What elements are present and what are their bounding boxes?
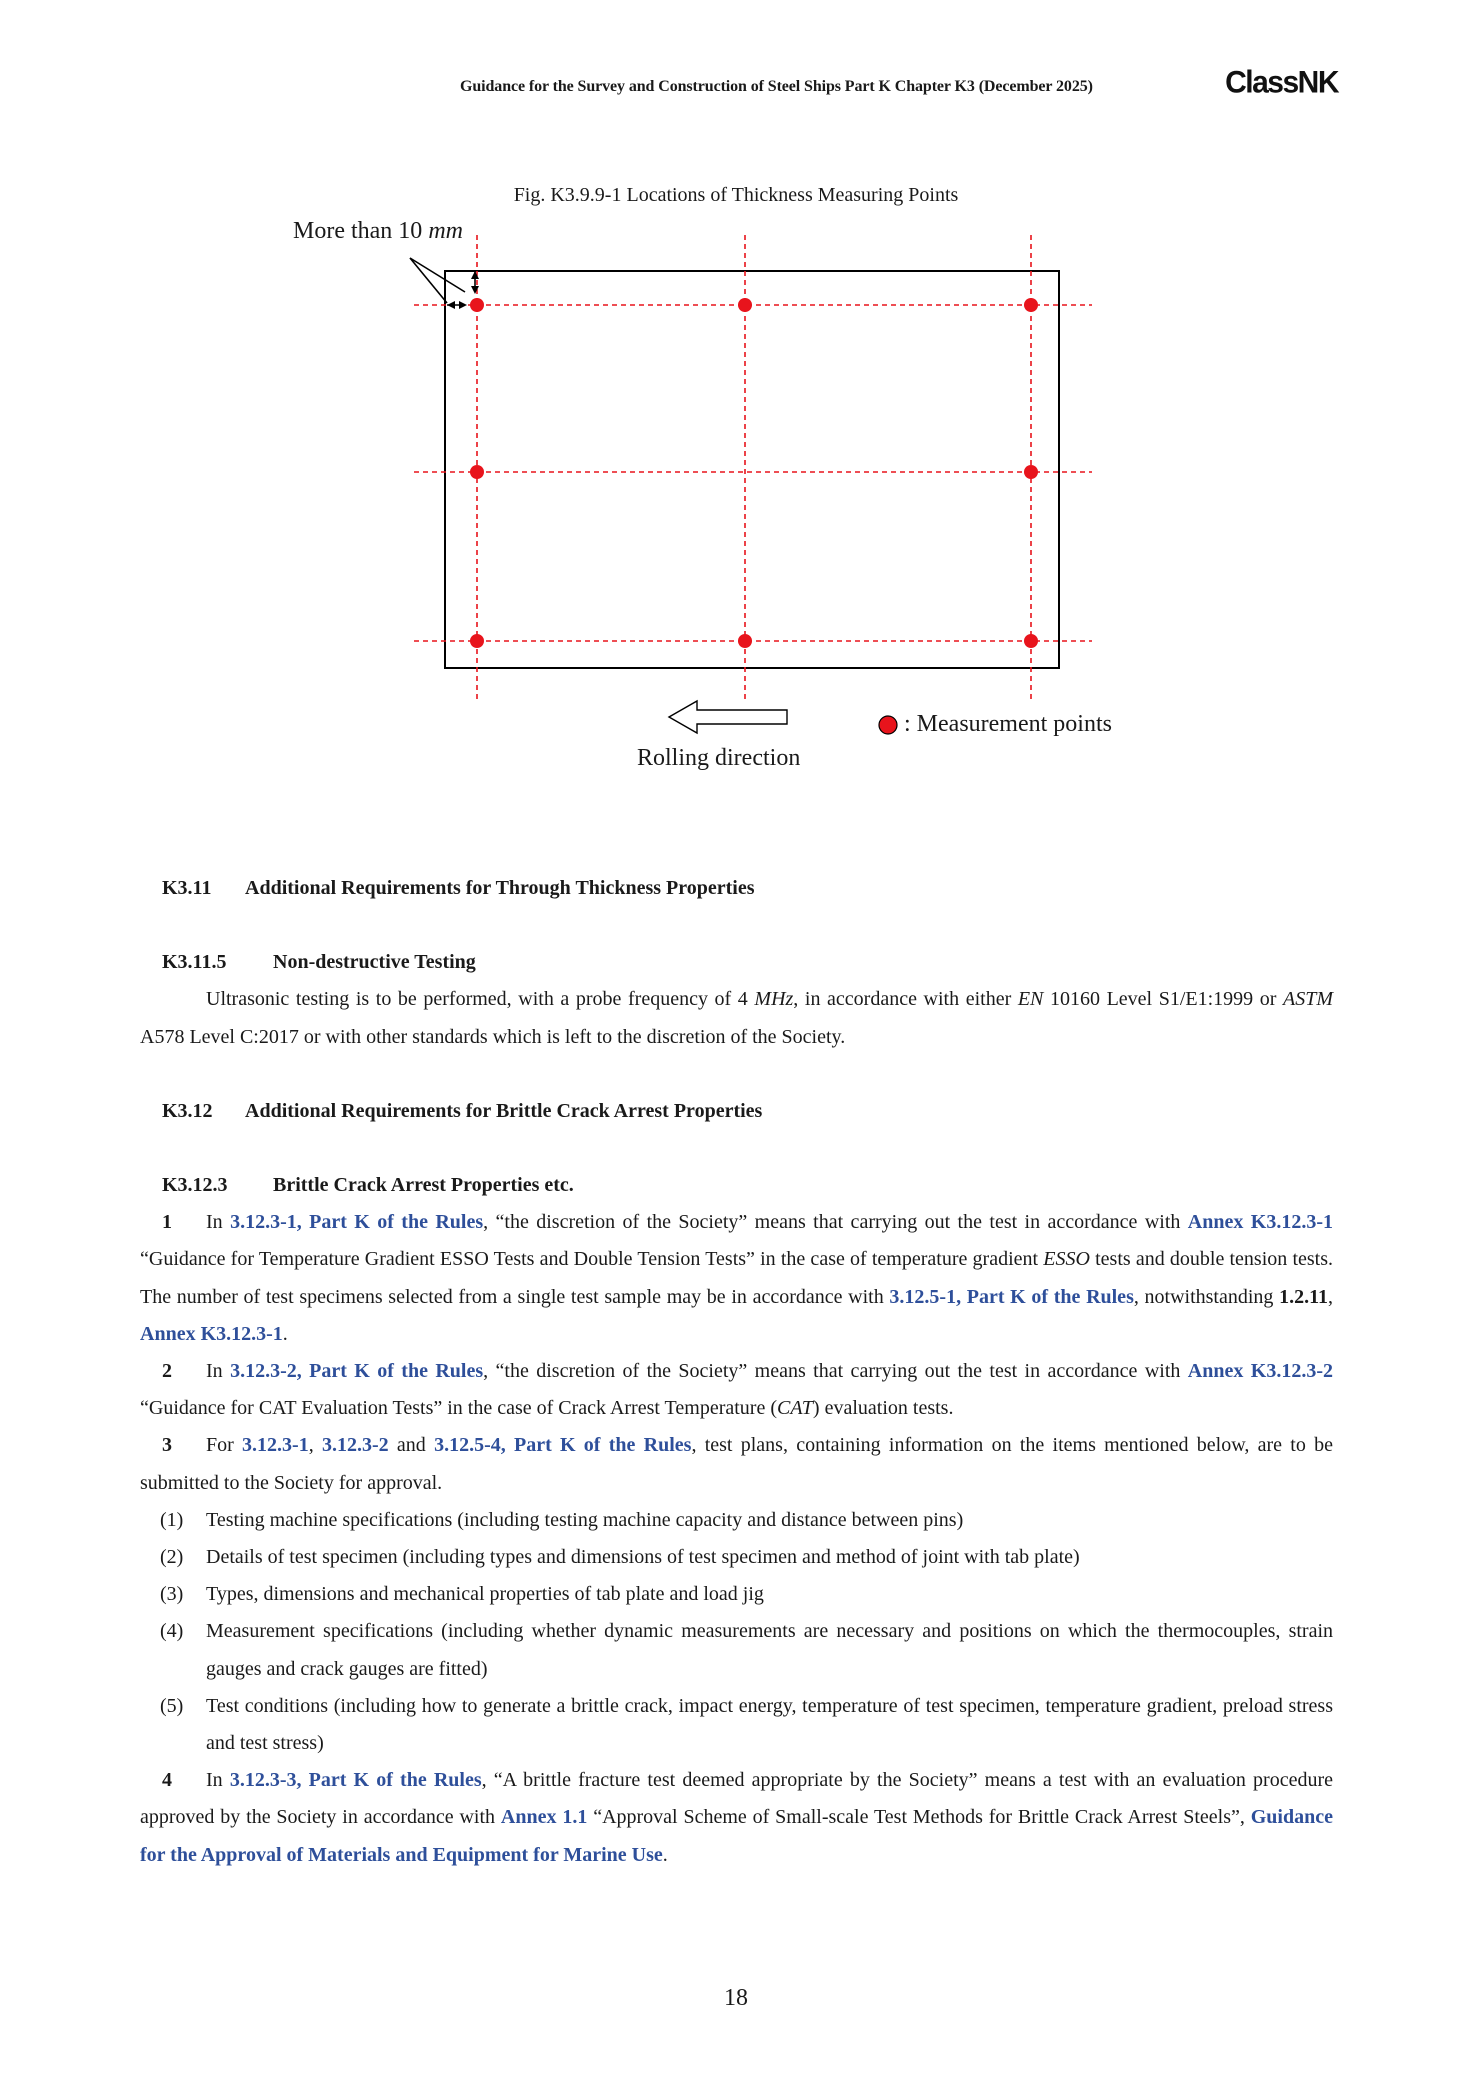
dimension-label: More than 10 mm bbox=[293, 218, 463, 244]
paragraph-4: 4 In 3.12.3-3, Part K of the Rules, “A brittle fracture test deemed appropriate by the Society” means a test with an evaluation procedure approved by the Society in accordance with Annex 1.1 “Approval Scheme of Small-scale Test Methods for Brittle Crack Arrest Steels”, Guidance for the Approval of Materials and Equipment for Marine Use. bbox=[140, 1769, 1333, 1866]
paragraph-1: 1 In 3.12.3-1, Part K of the Rules, “the discretion of the Society” means that carrying out the test in accordance with Annex K3.12.3-1 “Guidance for Temperature Gradient ESSO Tests and Double Tension Tests” in the case of temperature gradient ESSO tests and double tension tests. The number of test specimens selected from a single test sample may be in accordance with 3.12.5-1, Part K of the Rules, notwithstanding 1.2.11, Annex K3.12.3-1. bbox=[140, 1211, 1334, 1345]
link-annex-k3-12-3-2[interactable]: Annex K3.12.3-2 bbox=[1187, 1360, 1333, 1383]
measurement-point bbox=[1024, 298, 1038, 312]
list-item: (3) Types, dimensions and mechanical properties of tab plate and load jig bbox=[160, 1583, 764, 1606]
legend-point-icon bbox=[879, 716, 897, 734]
measurement-point bbox=[738, 634, 752, 648]
classnk-logo: ClassNK bbox=[1225, 65, 1338, 100]
list-item: (4) Measurement specifications (including whether dynamic measurements are necessary and positions on which the thermocouples, strain gauges and crack gauges are fitted) bbox=[160, 1620, 1333, 1680]
section-heading-k3-11: K3.11 Additional Requirements for Through Thickness Properties bbox=[162, 877, 755, 899]
link-3-12-5-4-rules[interactable]: 3.12.5-4, Part K of the Rules bbox=[434, 1434, 692, 1457]
list-item: (2) Details of test specimen (including types and dimensions of test specimen and method of joint with tab plate) bbox=[160, 1546, 1080, 1569]
list-item: (1) Testing machine specifications (including testing machine capacity and distance between pins) bbox=[160, 1508, 964, 1531]
link-3-12-3-1[interactable]: 3.12.3-1 bbox=[242, 1434, 309, 1457]
measurement-point bbox=[1024, 465, 1038, 479]
list-item: (5) Test conditions (including how to generate a brittle crack, impact energy, temperature of test specimen, temperature gradient, preload stress and test stress) bbox=[160, 1694, 1333, 1755]
section-heading-k3-12-3: K3.12.3 Brittle Crack Arrest Properties etc. bbox=[162, 1174, 574, 1197]
link-3-12-3-2[interactable]: 3.12.3-2 bbox=[321, 1434, 389, 1457]
plate-outline bbox=[445, 271, 1059, 668]
guide-lines bbox=[414, 235, 1092, 702]
body-text bbox=[140, 870, 1333, 1874]
measurement-point bbox=[738, 298, 752, 312]
rolling-direction-arrow bbox=[669, 701, 787, 733]
link-annex-k3-12-3-1[interactable]: Annex K3.12.3-1 bbox=[1187, 1211, 1333, 1234]
thickness-measuring-figure bbox=[0, 0, 1472, 800]
legend-label: : Measurement points bbox=[904, 711, 1112, 737]
link-3-12-3-3-rules[interactable]: 3.12.3-3, Part K of the Rules bbox=[229, 1769, 482, 1792]
dimension-unit: mm bbox=[428, 218, 463, 244]
dimension-leaders bbox=[410, 258, 475, 305]
link-approval-guidance[interactable]: Guidance for the Approval of Materials and Equipment for Marine Use bbox=[140, 1806, 1333, 1866]
section-heading-k3-11-5: K3.11.5 Non-destructive Testing bbox=[162, 951, 476, 974]
requirement-list bbox=[140, 1502, 1333, 1762]
figure-drawing bbox=[0, 0, 1472, 800]
header-title: Guidance for the Survey and Construction of Steel Ships Part K Chapter K3 (December 2025) bbox=[460, 78, 1093, 95]
measurement-point bbox=[1024, 634, 1038, 648]
link-3-12-3-2-rules[interactable]: 3.12.3-2, Part K of the Rules bbox=[230, 1360, 484, 1383]
page-number: 18 bbox=[724, 1985, 748, 2011]
figure-title: Fig. K3.9.9-1 Locations of Thickness Measuring Points bbox=[513, 184, 959, 206]
paragraph-2: 2 In 3.12.3-2, Part K of the Rules, “the discretion of the Society” means that carrying out the test in accordance with Annex K3.12.3-2 “Guidance for CAT Evaluation Tests” in the case of Crack Arrest Temperature (CAT) evaluation tests. bbox=[140, 1360, 1333, 1420]
paragraph-ultrasonic: Ultrasonic testing is to be performed, with a probe frequency of 4 MHz, in accordance with either EN 10160 Level S1/E1:1999 or ASTM A578 Level C:2017 or with other standards which is left to the discretion of the Society. bbox=[140, 988, 1333, 1048]
measurement-point bbox=[470, 465, 484, 479]
rolling-direction-label: Rolling direction bbox=[637, 745, 801, 771]
link-3-12-3-1-rules[interactable]: 3.12.3-1, Part K of the Rules bbox=[230, 1211, 484, 1234]
measurement-point bbox=[470, 634, 484, 648]
measurement-point bbox=[470, 298, 484, 312]
measurement-points bbox=[470, 298, 1038, 648]
link-annex-k3-12-3-1-b[interactable]: Annex K3.12.3-1 bbox=[140, 1322, 283, 1345]
link-3-12-5-1-rules[interactable]: 3.12.5-1, Part K of the Rules bbox=[889, 1285, 1134, 1308]
link-annex-1-1[interactable]: Annex 1.1 bbox=[500, 1806, 588, 1829]
section-heading-k3-12: K3.12 Additional Requirements for Brittle Crack Arrest Properties bbox=[162, 1099, 763, 1122]
paragraph-3: 3 For 3.12.3-1, 3.12.3-2 and 3.12.5-4, Part K of the Rules, test plans, containing information on the items mentioned below, are to be submitted to the Society for approval. bbox=[140, 1434, 1333, 1494]
